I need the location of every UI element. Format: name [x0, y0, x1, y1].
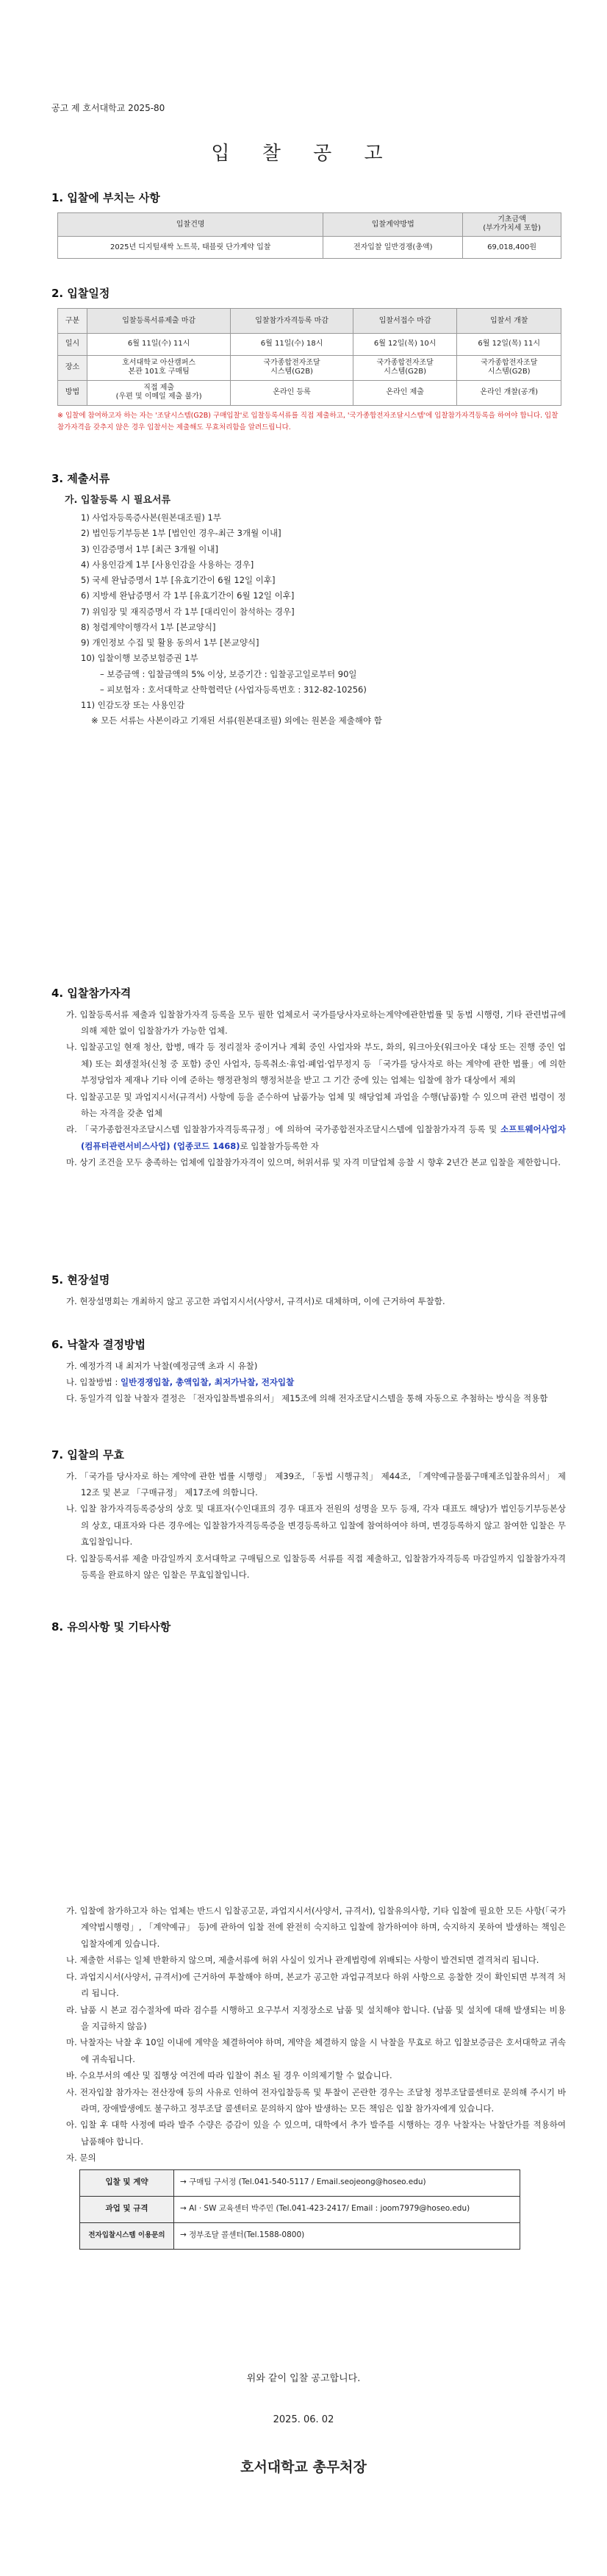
paragraph: 다. 과업지시서(사양서, 규격서)에 근거하여 투찰해야 하며, 본교가 공고한 과업규격보다 하위 사항으로 응찰한 것이 확인되면 부적격 처리 됩니다.	[66, 1971, 566, 1999]
eligibility-paragraphs	[51, 1006, 566, 1171]
paragraph: 가. 입찰에 참가하고자 하는 업체는 반드시 입찰공고문, 과업지시서(사양서, 규격서), 입찰유의사항, 기타 입찰에 필요한 모든 사항(「국가계약법시행령」, 「계약예규」 등)에 관하여 입찰 전에 완전히 숙지하고 입찰에 참가하여야 하며, 숙지하지 못하여 발생하는 책임은 입찰자에게 있습니다.	[66, 1906, 566, 1949]
table-row	[58, 380, 561, 405]
list-item: 10) 입찰이행 보증보험증권 1부	[81, 653, 198, 664]
table-cell: 온라인 개찰(공개)	[457, 380, 561, 405]
contact-detail: → AI · SW 교육센터 박주민 (Tel.041-423-2417/ Email : joom7979@hoseo.edu)	[174, 2196, 520, 2222]
invalid-bids-paragraphs	[51, 1468, 566, 1584]
table-cell: 국가종합전자조달 시스템(G2B)	[457, 355, 561, 380]
table-row	[80, 2196, 520, 2222]
paragraph: 아. 입찰 후 대학 사정에 따라 발주 수량은 증감이 있을 수 있으며, 대학에서 추가 발주를 시행하는 경우 낙찰자는 낙찰단가를 적용하여 납품해야 합니다.	[66, 2119, 566, 2147]
list-item: ※ 모든 서류는 사본이라고 기재된 서류(원본대조필) 외에는 원본을 제출해야 함	[91, 715, 382, 726]
contact-detail: → 정부조달 콜센터(Tel.1588-0800)	[174, 2222, 520, 2249]
paragraph: 다. 입찰공고문 및 과업지시서(규격서) 사항에 등을 준수하여 납품가능 업체 및 해당업체 과업을 수행(납품)할 수 있으며 관련 법령이 정하는 자격을 갖춘 업체	[66, 1091, 566, 1119]
table-row	[80, 2169, 520, 2196]
list-item: 4) 사용인감계 1부 [사용인감을 사용하는 경우]	[81, 559, 254, 570]
contact-table	[79, 2169, 520, 2250]
table-cell: 국가종합전자조달 시스템(G2B)	[353, 355, 457, 380]
col-header: 입찰계약방법	[323, 212, 463, 236]
col-header: 입찰서 개찰	[457, 308, 561, 333]
list-item: 5) 국세 완납증명서 1부 [유효기간이 6월 12일 이후]	[81, 575, 276, 586]
paragraph: 자. 문의	[66, 2153, 96, 2164]
section-title: 3. 제출서류	[51, 472, 110, 485]
col-header: 입찰등록서류제출 마감	[87, 308, 231, 333]
section-title: 2. 입찰일정	[51, 287, 110, 300]
row-header: 방법	[58, 380, 87, 405]
bid-subject-table	[57, 212, 561, 259]
table-row	[58, 333, 561, 355]
contact-detail: → 구매팀 구서정 (Tel.041-540-5117 / Email.seojeong@hoseo.edu)	[174, 2169, 520, 2196]
paragraph: 가. 예정가격 내 최저가 낙찰(예정금액 초과 시 유찰)	[66, 1360, 258, 1371]
section-title: 6. 낙찰자 결정방법	[51, 1338, 146, 1351]
table-cell: 호서대학교 아산캠퍼스 본관 101호 구매팀	[87, 355, 231, 380]
table-cell: 6월 11일(수) 11시	[87, 333, 231, 355]
contact-topic: 전자입찰시스템 이용문의	[80, 2222, 174, 2249]
paragraph: 가. 「국가를 당사자로 하는 계약에 관한 법률 시행령」 제39조, 「동법 시행규칙」 제44조, 「계약예규물품구매제조입찰유의서」 제12조 및 본교 「구매규정」 제17조에 의함니다.	[66, 1470, 566, 1498]
section-title: 4. 입찰참가자격	[51, 987, 132, 1000]
section-documents	[51, 471, 566, 729]
section-invalid-bids	[51, 1447, 566, 1583]
table-cell: 국가종합전자조달 시스템(G2B)	[231, 355, 353, 380]
schedule-warning-note: ※ 입찰에 참여하고자 하는 자는 '조달시스템(G2B) 구매입찰'로 입찰등록서류를 직접 제출하고, '국가종합전자조달시스템'에 입찰참가자격등록을 하여야 합니다. 입찰참가자격을 갖추지 않은 경우 입찰서는 제출해도 무효처리함을 알려드립니다.	[57, 411, 558, 432]
section-schedule	[51, 285, 566, 434]
section-award-method	[51, 1337, 566, 1407]
paragraph: 나. 입찰공고일 현재 청산, 합병, 매각 등 정리절차 중이거나 계획 중인 사업자와 부도, 화의, 워크아웃(워크아웃 대상 또는 진행 중인 업체) 또는 회생절차(신청 중 포함) 중인 사업자, 등록취소·휴업·폐업·업무정지 등 「국가를 당사자로 하는 계약에 관한 법률」에 의한 부정당업자 제재나 기타 이에 준하는 행정관청의 행정처분을 받고 그 기간 중에 있는 업체는 입찰에 참가 대상에서 제외	[66, 1042, 566, 1086]
col-header: 기초금액 (부가가치세 포함)	[463, 212, 561, 236]
bid-method-cell: 전자입찰 일반경쟁(총액)	[323, 236, 463, 258]
paragraph: 마. 낙찰자는 낙찰 후 10일 이내에 계약을 체결하여야 하며, 계약을 체결하지 않을 시 낙찰을 무효로 하고 입찰보증금은 호서대학교 귀속에 귀속됩니다.	[66, 2037, 566, 2064]
section-title: 1. 입찰에 부치는 사항	[51, 191, 160, 204]
list-item: – 보증금액 : 입찰금액의 5% 이상, 보증기간 : 입찰공고일로부터 90일	[100, 668, 357, 679]
list-item: 3) 인감증명서 1부 [최근 3개월 이내]	[81, 543, 218, 554]
base-amount-cell: 69,018,400원	[463, 236, 561, 258]
award-method-paragraphs	[51, 1358, 566, 1407]
table-cell: 6월 11일(수) 18시	[231, 333, 353, 355]
table-row	[80, 2222, 520, 2249]
subsection-title: 가. 입찰등록 시 필요서류	[65, 494, 171, 506]
list-item: – 피보험자 : 호서대학교 산학협력단 (사업자등록번호 : 312-82-10256)	[100, 684, 367, 695]
paragraph: 나. 입찰방법 : 일반경쟁입찰, 총액입찰, 최저가낙찰, 전자입찰	[66, 1376, 295, 1387]
table-row	[58, 355, 561, 380]
document-title: 입 찰 공 고	[211, 143, 396, 165]
row-header: 일시	[58, 333, 87, 355]
signer-name: 호서대학교 총무처장	[240, 2459, 367, 2475]
table-cell: 온라인 등록	[231, 380, 353, 405]
table-cell: 직접 제출 (우편 및 이메일 제출 불가)	[87, 380, 231, 405]
paragraph: 다. 동일가격 입찰 낙찰자 결정은 「전자입찰특별유의서」 제15조에 의해 전자조달시스템을 통해 자동으로 추첨하는 방식을 적용함	[66, 1393, 548, 1404]
section-notes-body	[51, 1903, 566, 2250]
section-bid-subject	[51, 190, 566, 259]
notice-date: 2025. 06. 02	[273, 2414, 334, 2425]
list-item: 11) 인감도장 또는 사용인감	[81, 700, 185, 711]
contact-topic: 과업 및 규격	[80, 2196, 174, 2222]
contact-topic: 입찰 및 계약	[80, 2169, 174, 2196]
section-title: 8. 유의사항 및 기타사항	[51, 1620, 171, 1634]
section-title: 5. 현장설명	[51, 1273, 110, 1287]
list-item: 2) 법인등기부등본 1부 [법인인 경우-최근 3개월 이내]	[81, 528, 281, 539]
row-header: 장소	[58, 355, 87, 380]
col-header: 입찰서접수 마감	[353, 308, 457, 333]
bid-name-cell: 2025년 디지털새싹 노트북, 태블릿 단가계약 입찰	[58, 236, 323, 258]
paragraph: 바. 수요부서의 예산 및 집행상 여건에 따라 입찰이 취소 될 경우 이의제기할 수 없습니다.	[66, 2070, 392, 2081]
table-cell: 6월 12일(목) 10시	[353, 333, 457, 355]
paragraph: 나. 입찰 참가자격등록증상의 상호 및 대표자(수인대표의 경우 대표자 전원의 성명을 모두 등재, 각자 대표도 해당)가 법인등기부등본상의 상호, 대표자와 다른 경우에는 입찰참가자격등록증을 변경등록하고 입찰에 참여하여야 하며, 변경등록하지 않고 참여한 입찰은 무효입찰입니다.	[66, 1503, 566, 1548]
list-item: 8) 청렴계약이행각서 1부 [본교양식]	[81, 621, 216, 632]
list-item: 6) 지방세 완납증명서 각 1부 [유효기간이 6월 12일 이후]	[81, 590, 295, 601]
col-header: 구분	[58, 308, 87, 333]
paragraph: 라. 「국가종합전자조달시스템 입찰참가자격등록규정」에 의하여 국가종합전자조달시스템에 입찰참가자격 등록 및 소프트웨어사업자(컴퓨터관련서비스사업) (업종코드 1468)로 입찰참가등록한 자	[66, 1124, 566, 1151]
site-briefing-paragraphs	[51, 1293, 566, 1309]
paragraph: 마. 상기 조건을 모두 충족하는 업체에 입찰참가자격이 있으며, 허위서류 및 자격 미달업체 응찰 시 향후 2년간 본교 입찰을 제한합니다.	[66, 1157, 561, 1168]
list-item: 9) 개인정보 수집 및 활용 동의서 1부 [본교양식]	[81, 637, 259, 648]
table-cell: 6월 12일(목) 11시	[457, 333, 561, 355]
document-list	[51, 510, 566, 729]
paragraph: 다. 입찰등록서류 제출 마감일까지 호서대학교 구매팀으로 입찰등록 서류를 직접 제출하고, 입찰참가자격등록 마감일까지 입찰참가자격등록을 완료하지 않은 입찰은 무효입찰입니다.	[66, 1553, 566, 1581]
paragraph: 가. 입찰등록서류 제출과 입찰참가자격 등록을 모두 필한 업체로서 국가를당사자로하는계약에관한법률 및 동법 시행령, 기타 관련법규에 의해 제한 없이 입찰참가가 가능한 업체.	[66, 1009, 566, 1036]
table-cell: 온라인 제출	[353, 380, 457, 405]
list-item: 7) 위임장 및 재직증명서 각 1부 [대리인이 참석하는 경우]	[81, 606, 295, 617]
paragraph: 라. 납품 시 본교 검수절차에 따라 검수를 시행하고 요구부서 지정장소로 납품 및 설치해야 합니다. (납품 및 설치에 대해 발생되는 비용을 지급하지 않음)	[66, 2004, 566, 2031]
section-title: 7. 입찰의 무효	[51, 1448, 125, 1461]
paragraph: 나. 제출한 서류는 일체 반환하지 않으며, 제출서류에 허위 사실이 있거나 관계법령에 위배되는 사항이 발견되면 결격처리 됩니다.	[66, 1955, 539, 1966]
section-notes	[51, 1619, 566, 1636]
schedule-table	[57, 308, 561, 406]
paragraph: 가. 현장설명회는 개최하지 않고 공고한 과업지시서(사양서, 규격서)로 대체하며, 이에 근거하여 투찰함.	[66, 1295, 445, 1306]
col-header: 입찰참가자격등록 마감	[231, 308, 353, 333]
notes-paragraphs	[51, 1903, 566, 2167]
section-eligibility	[51, 985, 566, 1171]
notice-number: 공고 제 호서대학교 2025-80	[51, 103, 165, 113]
section-site-briefing	[51, 1272, 566, 1309]
list-item: 1) 사업자등록증사본(원본대조필) 1부	[81, 512, 221, 523]
closing-statement: 위와 같이 입찰 공고합니다.	[246, 2373, 361, 2384]
paragraph: 사. 전자입찰 참가자는 전산장애 등의 사유로 인하여 전자입찰등록 및 투찰이 곤란한 경우는 조달청 정부조달콜센터로 문의해 주시기 바라며, 장애발생에도 불구하고 정부조달 콜센터로 문의하지 않아 발생하는 모든 책임은 입찰 참가자에게 있습니다.	[66, 2086, 566, 2114]
col-header: 입찰건명	[58, 212, 323, 236]
